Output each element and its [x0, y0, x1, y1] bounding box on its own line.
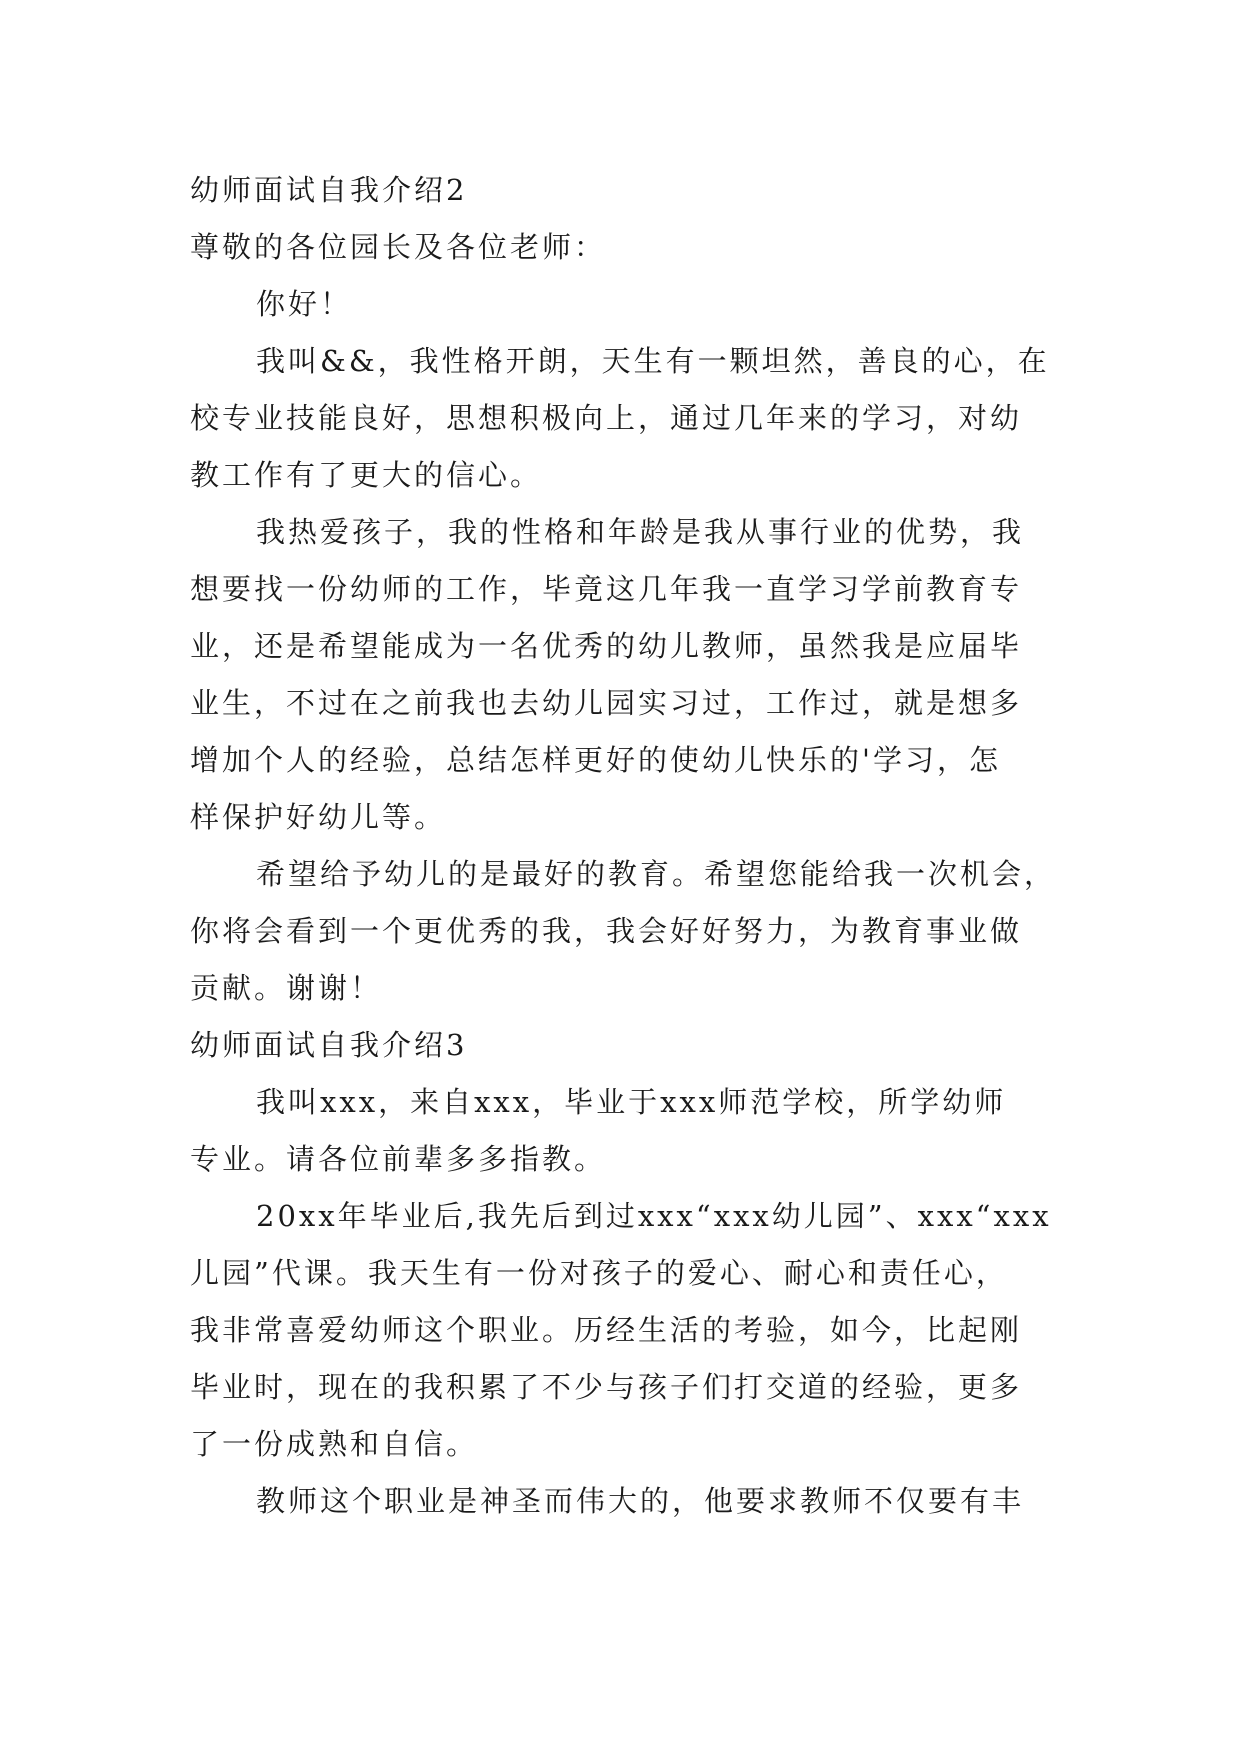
paragraph-line: 希望给予幼儿的是最好的教育。希望您能给我一次机会， [256, 857, 1057, 891]
section-title-2: 幼师面试自我介绍2 [190, 173, 468, 207]
paragraph-line: 毕业时，现在的我积累了不少与孩子们打交道的经验，更多 [190, 1370, 1023, 1404]
paragraph-line: 教工作有了更大的信心。 [190, 458, 543, 492]
document-body [190, 162, 1057, 1530]
paragraph-line: 了一份成熟和自信。 [190, 1427, 479, 1461]
paragraph-line: 我叫&&，我性格开朗，天生有一颗坦然，善良的心，在 [256, 344, 1050, 378]
paragraph-line: 贡献。谢谢！ [190, 971, 383, 1005]
paragraph-line: 我非常喜爱幼师这个职业。历经生活的考验，如今，比起刚 [190, 1313, 1023, 1347]
paragraph-line: 专业。请各位前辈多多指教。 [190, 1142, 607, 1176]
paragraph-line: 业，还是希望能成为一名优秀的幼儿教师，虽然我是应届毕 [190, 629, 1023, 663]
paragraph-line: 想要找一份幼师的工作，毕竟这几年我一直学习学前教育专 [190, 572, 1023, 606]
section-title-3: 幼师面试自我介绍3 [190, 1028, 468, 1062]
paragraph-line: 你将会看到一个更优秀的我，我会好好努力，为教育事业做 [190, 914, 1023, 948]
paragraph-line: 我叫xxx，来自xxx，毕业于xxx师范学校，所学幼师 [256, 1085, 1007, 1119]
paragraph-line: 20xx年毕业后,我先后到过xxx“xxx幼儿园”、xxx“xxx [256, 1199, 1052, 1233]
greeting-line: 尊敬的各位园长及各位老师： [190, 230, 607, 264]
salutation-line: 你好！ [256, 287, 353, 321]
paragraph-line: 校专业技能良好，思想积极向上，通过几年来的学习，对幼 [190, 401, 1023, 435]
paragraph-line: 我热爱孩子，我的性格和年龄是我从事行业的优势，我 [256, 515, 1025, 549]
paragraph-line: 教师这个职业是神圣而伟大的，他要求教师不仅要有丰 [256, 1484, 1025, 1518]
paragraph-line: 业生，不过在之前我也去幼儿园实习过，工作过，就是想多 [190, 686, 1023, 720]
paragraph-line: 样保护好幼儿等。 [190, 800, 447, 834]
paragraph-line: 儿园”代课。我天生有一份对孩子的爱心、耐心和责任心， [190, 1256, 1008, 1290]
paragraph-line: 增加个人的经验，总结怎样更好的使幼儿快乐的'学习，怎 [190, 743, 1001, 777]
